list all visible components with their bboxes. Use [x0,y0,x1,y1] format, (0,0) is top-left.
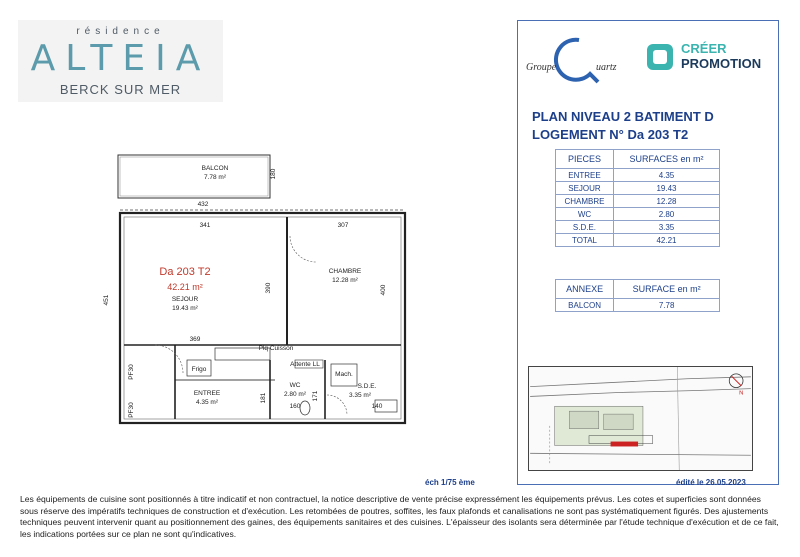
promotion-text: PROMOTION [681,56,762,71]
logo-city: BERCK SUR MER [59,82,182,97]
sejour-name: SEJOUR [171,296,199,303]
sde-name: S.D.E. [357,383,377,390]
creer-promotion-icon [645,42,675,72]
surfaces-header-surfaces: SURFACES en m² [613,150,719,169]
sejour-dim-w: 369 [189,336,201,343]
sejour-dim-top: 341 [199,222,211,229]
unit-id: Da 203 T2 [159,266,211,278]
table-row: SEJOUR 19.43 [556,182,720,195]
surfaces-header-pieces: PIECES [556,150,614,169]
plan-title-line2: LOGEMENT N° Da 203 T2 [532,127,689,142]
pf-label: PF30 [128,364,135,380]
table-row: BALCON 7.78 [556,299,720,312]
balcon-name: BALCON [201,165,229,172]
wc-area: 2.80 m² [283,391,307,398]
attente-label: Attente LL [290,361,320,368]
entree-dim-h: 181 [260,392,267,404]
table-row: TOTAL 42.21 [556,234,720,247]
scale-label: éch 1/75 ème [425,478,475,487]
svg-text:N: N [739,390,744,397]
annexe-header-annexe: ANNEXE [556,280,614,299]
sde-dim-w: 140 [371,403,383,410]
annexe-table [555,279,720,312]
surfaces-table [555,149,720,247]
wc-name: WC [289,382,301,389]
site-plan-map [528,366,753,471]
unit-location-marker [611,442,638,447]
chambre-dim-w: 307 [337,222,349,229]
sejour-area: 19.43 m² [172,305,198,312]
logo-name: ALTEIA [30,38,211,79]
chambre-name: CHAMBRE [328,268,362,275]
plan-title [532,108,772,144]
table-row: WC 2.80 [556,208,720,221]
wc-dim-w: 160 [289,403,301,410]
wc-dim-h: 171 [312,390,319,402]
table-row: CHAMBRE 12.28 [556,195,720,208]
pf2-label: PF30 [128,402,135,418]
plan-title-line1: PLAN NIVEAU 2 BATIMENT D [532,109,714,124]
disclaimer-text: Les équipements de cuisine sont positionnés à titre indicatif et non contractuel, la notice descriptive de vente précise expressément les équipements prévus. Les cotes et superficies sont données sous réserve des impératifs techniques de construction et d'exécution. Les retombées de poutres, soffites, les faux plafonds et canalisations ne sont pas systématiquement figurés. Des ajustements techniques peuvent intervenir quant au positionnement des gaines, des équipements sanitaires et des cuisines. L'épaisseur des isolants sera déterminée par l'étude technique d'exécution et de ce fait, les indications portées sur ce plan ne sont qu'indicatives. [20,494,779,539]
chambre-area: 12.28 m² [332,277,358,284]
groupe-quartz-logo [524,36,634,84]
machine-label: Mach. [335,371,353,378]
sde-area: 3.35 m² [348,392,372,399]
chambre-dim-side: 390 [265,282,272,294]
svg-text:Groupe: Groupe [526,62,557,73]
balcon-dim-h: 180 [270,168,277,180]
sejour-dim-h: 451 [103,294,110,306]
plaque-label: Plq Cuisson [258,345,294,352]
table-row: S.D.E. 3.35 [556,221,720,234]
residence-logo [18,20,223,102]
balcon-area: 7.78 m² [203,174,227,181]
logo-residence-text: résidence [76,26,165,37]
creer-text: CRÉER [681,41,727,56]
toilet [300,401,310,415]
creer-promotion-logo [645,40,773,76]
frigo-label: Frigo [191,366,207,373]
svg-text:uartz: uartz [596,62,617,73]
balcon-dim-w: 432 [197,201,209,208]
edition-date: édité le 26.05.2023 [676,478,746,487]
chambre-dim-h: 400 [380,284,387,296]
floor-plan [95,150,415,440]
entree-name: ENTREE [193,390,221,397]
balcony-outline [118,155,270,198]
unit-total: 42.21 m² [167,282,203,292]
entree-area: 4.35 m² [195,399,219,406]
table-row: ENTREE 4.35 [556,169,720,182]
annexe-header-surface: SURFACE en m² [614,280,720,299]
